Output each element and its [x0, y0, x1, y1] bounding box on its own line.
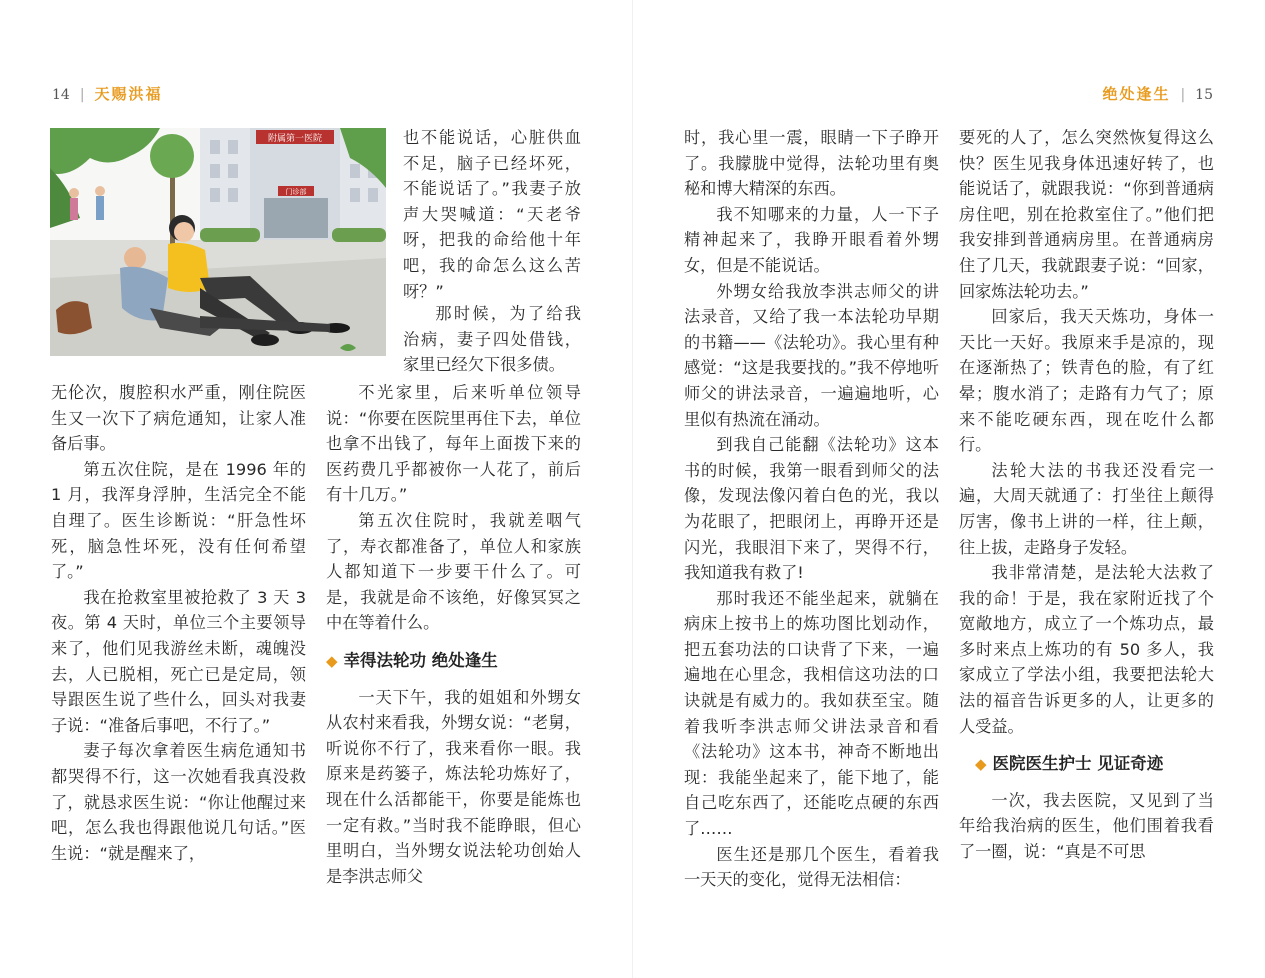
paragraph: 医生还是那几个医生，看着我一天天的变化，觉得无法相信：	[684, 844, 939, 890]
paragraph: 也不能说话，心脏供血不足，脑子已经坏死，不能说话了。”我妻子放声大哭喊道：“天老爷呀，把我的命给他十年吧，我的命怎么这么苦呀？”	[403, 128, 581, 301]
page-number: 15	[1195, 87, 1213, 103]
left-page-column-2	[326, 380, 581, 889]
left-page	[0, 0, 632, 978]
running-title: 天赐洪福	[94, 85, 163, 103]
text-beside-image-2	[403, 301, 581, 378]
right-header	[1102, 84, 1213, 105]
paragraph: 妻子每次拿着医生病危通知书都哭得不行，这一次她看我真没救了，就恳求医生说：“你让他醒过来吧，怎么我也得跟他说几句话。”医生说：“就是醒来了，	[51, 741, 306, 863]
diamond-icon: ◆	[326, 651, 338, 670]
paragraph: 外甥女给我放李洪志师父的讲法录音，又给了我一本法轮功早期的书籍——《法轮功》。我心里有种感觉：“这是我要找的。”我不停地听师父的讲法录音，一遍遍地听，心里似有热流在涌动。	[684, 281, 939, 429]
paragraph: 无伦次，腹腔积水严重，刚住院医生又一次下了病危通知，让家人准备后事。	[51, 383, 306, 454]
section-heading-text: 幸得法轮功 绝处逢生	[343, 650, 498, 670]
right-page	[633, 0, 1265, 978]
paragraph: 法轮大法的书我还没看完一遍，大周天就通了：打坐往上颠得厉害，像书上讲的一样，往上颠，往上拔，走路身子发轻。	[959, 460, 1214, 557]
running-title: 绝处逢生	[1102, 85, 1171, 103]
header-divider: |	[1180, 87, 1186, 103]
right-page-column-2	[959, 125, 1214, 865]
paragraph: 一天下午，我的姐姐和外甥女从农村来看我，外甥女说：“老舅，听说你不行了，我来看你一眼。我原来是药篓子，炼法轮功炼好了，现在什么活都能干，你要是能炼也一定有救。”当时我不能睁眼，但心里明白，当外甥女说法轮功创始人是李洪志师父	[326, 687, 581, 886]
paragraph: 第五次住院，是在 1996 年的 1 月，我浑身浮肿，生活完全不能自理了。医生诊断说：“肝急性坏死，脑急性坏死，没有任何希望了。”	[51, 459, 306, 582]
paragraph: 到我自己能翻《法轮功》这本书的时候，我第一眼看到师父的法像，发现法像闪着白色的光，我以为花眼了，把眼闭上，再睁开还是闪光，我眼泪下来了，哭得不行，我知道我有救了!	[684, 435, 939, 583]
left-page-column-1	[51, 380, 306, 866]
paragraph: 回家后，我天天炼功，身体一天比一天好。我原来手是凉的，现在逐渐热了；铁青色的脸，有了红晕；腹水消了；走路有力气了；原来不能吃硬东西，现在吃什么都行。	[959, 307, 1214, 455]
paragraph: 时，我心里一震，眼睛一下子睁开了。我朦胧中觉得，法轮功里有奥秘和博大精深的东西。	[684, 128, 939, 199]
paragraph: 我非常清楚，是法轮大法救了我的命！于是，我在家附近找了个宽敞地方，成立了一个炼功点，最多时来点上炼功的有 50 多人，我家成立了学法小组，我要把法轮大法的福音告诉更多的人，让更多的人受益。	[959, 563, 1214, 736]
paragraph: 我不知哪来的力量，人一下子精神起来了，我睁开眼看着外甥女，但是不能说话。	[684, 204, 939, 275]
page-number: 14	[52, 87, 70, 103]
paragraph: 不光家里，后来听单位领导说：“你要在医院里再住下去，单位也拿不出钱了，每年上面拨下来的医药费几乎都被你一人花了，前后有十几万。”	[326, 383, 581, 505]
diamond-icon: ◆	[975, 755, 987, 774]
text-beside-image	[326, 125, 581, 304]
paragraph: 一次，我去医院，又见到了当年给我治病的医生，他们围着我看了一圈，说：“真是不可思	[959, 790, 1214, 862]
section-heading	[975, 751, 1214, 778]
section-heading	[326, 648, 581, 675]
section-heading-text: 医院医生护士 见证奇迹	[992, 754, 1164, 774]
paragraph: 要死的人了，怎么突然恢复得这么快？医生见我身体迅速好转了，也能说话了，就跟我说：“你到普通病房住吧，别在抢救室住了。”他们把我安排到普通病房里。在普通病房住了几天，我就跟妻子说：“回家，回家炼法轮功去。”	[959, 128, 1214, 301]
paragraph: 我在抢救室里被抢救了 3 天 3 夜。第 4 天时，单位三个主要领导来了，他们见我游丝未断，魂魄没去，人已脱相，死亡已是定局，领导跟医生说了些什么，回头对我妻子说：“准备后事吧，不行了。”	[51, 587, 306, 735]
paragraph: 那时我还不能坐起来，就躺在病床上按书上的炼功图比划动作，把五套功法的口诀背了下来，一遍遍地在心里念，我相信这功法的口诀就是有威力的。我如获至宝。随着我听李洪志师父讲法录音和看《法轮功》这本书，神奇不断地出现：我能坐起来了，能下地了，能自己吃东西了，还能吃点硬的东西了……	[684, 588, 939, 839]
left-header	[52, 84, 163, 105]
paragraph: 那时候，为了给我治病，妻子四处借钱，家里已经欠下很多债。	[403, 304, 581, 375]
paragraph: 第五次住院时，我就差咽气了，寿衣都准备了，单位人和家族人都知道下一步要干什么了。可是，我就是命不该绝，好像冥冥之中在等着什么。	[326, 510, 581, 633]
hospital-sign: 附属第一医院	[267, 134, 323, 144]
header-divider: |	[79, 87, 85, 103]
door-sign: 门诊部	[285, 188, 307, 196]
right-page-column-1	[684, 125, 939, 893]
